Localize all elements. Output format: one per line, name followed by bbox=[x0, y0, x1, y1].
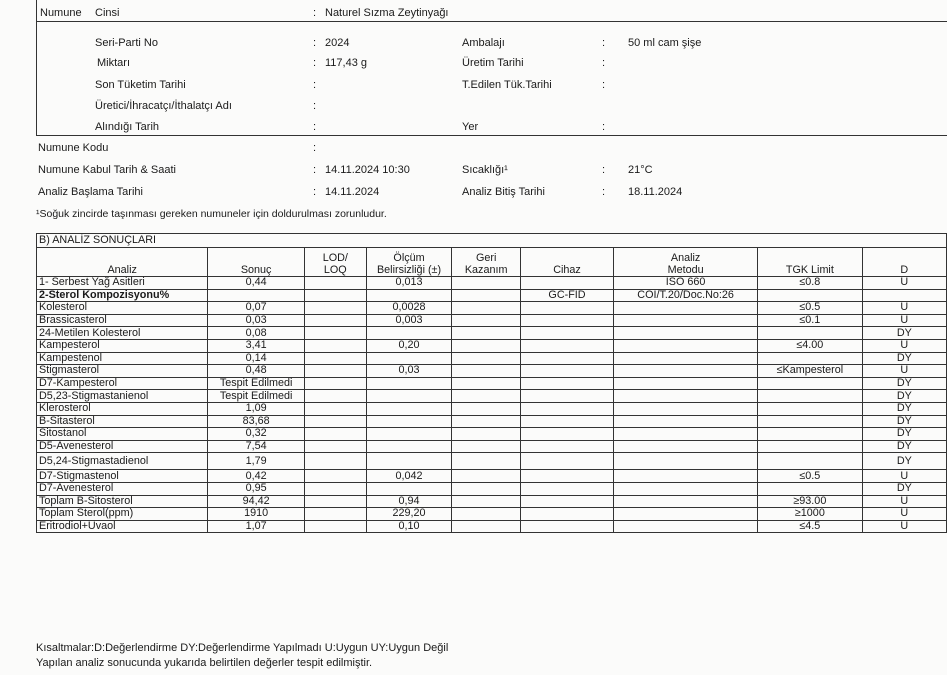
cell-cihaz bbox=[520, 277, 613, 290]
cell-metod bbox=[614, 339, 758, 352]
header-sonuc: Sonuç bbox=[208, 248, 305, 277]
cell-olcum bbox=[366, 352, 452, 365]
table-row bbox=[37, 415, 947, 428]
cell-metod bbox=[614, 482, 758, 495]
cell-metod bbox=[614, 470, 758, 483]
cell-olcum bbox=[366, 377, 452, 390]
table-row bbox=[37, 390, 947, 403]
cell-lod bbox=[304, 428, 366, 441]
cell-tgk: ≥1000 bbox=[758, 508, 863, 521]
cell-metod bbox=[614, 352, 758, 365]
cell-sonuc: 0,95 bbox=[208, 482, 305, 495]
header-lod-2: LOQ bbox=[323, 264, 347, 276]
cell-lod bbox=[304, 390, 366, 403]
numune-label: Numune bbox=[40, 7, 82, 19]
cell-metod bbox=[614, 302, 758, 315]
cell-olcum: 0,003 bbox=[366, 314, 452, 327]
cell-tgk: ≤Kampesterol bbox=[758, 365, 863, 378]
cell-d: DY bbox=[862, 415, 946, 428]
cell-geri bbox=[452, 520, 520, 533]
cell-analiz: D5,23-Stigmastanienol bbox=[37, 390, 208, 403]
cell-sonuc: 0,14 bbox=[208, 352, 305, 365]
cinsi-value: Naturel Sızma Zeytinyağı bbox=[325, 7, 449, 19]
colon: : bbox=[313, 7, 317, 19]
header-lod bbox=[304, 248, 366, 277]
cell-d: U bbox=[862, 302, 946, 315]
table-row bbox=[37, 277, 947, 290]
cell-metod bbox=[614, 390, 758, 403]
colon: : bbox=[602, 57, 606, 69]
cell-geri bbox=[452, 402, 520, 415]
sample-divider bbox=[36, 21, 947, 22]
bitis-value: 18.11.2024 bbox=[628, 186, 683, 198]
cell-olcum: 0,0028 bbox=[366, 302, 452, 315]
cell-geri bbox=[452, 339, 520, 352]
cell-lod bbox=[304, 453, 366, 470]
cell-lod bbox=[304, 352, 366, 365]
cell-d: DY bbox=[862, 402, 946, 415]
table-row bbox=[37, 495, 947, 508]
cell-lod bbox=[304, 470, 366, 483]
cell-metod bbox=[614, 377, 758, 390]
seri-label: Seri-Parti No bbox=[95, 37, 158, 49]
colon: : bbox=[313, 121, 317, 133]
cell-tgk: ≤4.00 bbox=[758, 339, 863, 352]
cell-sonuc: Tespit Edilmedi bbox=[208, 377, 305, 390]
baslama-value: 14.11.2024 bbox=[325, 186, 380, 198]
cell-sonuc: 83,68 bbox=[208, 415, 305, 428]
header-metod-2: Metodu bbox=[667, 264, 704, 276]
cell-cihaz bbox=[520, 428, 613, 441]
cell-olcum: 0,03 bbox=[366, 365, 452, 378]
header-olcum-1: Ölçüm bbox=[393, 252, 425, 264]
cell-d: DY bbox=[862, 327, 946, 340]
cell-olcum bbox=[366, 453, 452, 470]
cell-analiz: Kampesterol bbox=[37, 339, 208, 352]
numune-kodu-label: Numune Kodu bbox=[38, 142, 109, 154]
bitis-label: Analiz Bitiş Tarihi bbox=[462, 186, 545, 198]
cell-d: U bbox=[862, 365, 946, 378]
cell-metod bbox=[614, 495, 758, 508]
cell-geri bbox=[452, 277, 520, 290]
cell-tgk: ≤0.1 bbox=[758, 314, 863, 327]
cell-d: DY bbox=[862, 453, 946, 470]
table-header-row bbox=[37, 248, 947, 277]
table-row bbox=[37, 470, 947, 483]
cell-tgk bbox=[758, 402, 863, 415]
header-tgk: TGK Limit bbox=[758, 248, 863, 277]
cell-metod bbox=[614, 520, 758, 533]
cell-analiz: Eritrodiol+Uvaol bbox=[37, 520, 208, 533]
cell-analiz: D7-Avenesterol bbox=[37, 482, 208, 495]
cell-olcum bbox=[366, 390, 452, 403]
cell-analiz: 1- Serbest Yağ Asitleri bbox=[37, 277, 208, 290]
cell-geri bbox=[452, 327, 520, 340]
cell-metod bbox=[614, 453, 758, 470]
table-row bbox=[37, 428, 947, 441]
cell-lod bbox=[304, 277, 366, 290]
cell-olcum: 0,013 bbox=[366, 277, 452, 290]
cell-sonuc: 0,48 bbox=[208, 365, 305, 378]
cell-sonuc: 3,41 bbox=[208, 339, 305, 352]
cell-geri bbox=[452, 440, 520, 453]
cell-lod bbox=[304, 377, 366, 390]
cell-lod bbox=[304, 415, 366, 428]
cell-analiz: Brassicasterol bbox=[37, 314, 208, 327]
table-row bbox=[37, 339, 947, 352]
cell-geri bbox=[452, 289, 520, 302]
yer-label: Yer bbox=[462, 121, 479, 133]
cell-tgk: ≥93.00 bbox=[758, 495, 863, 508]
cell-cihaz bbox=[520, 327, 613, 340]
header-geri-1: Geri bbox=[475, 252, 497, 264]
cell-cihaz bbox=[520, 302, 613, 315]
cell-olcum: 0,10 bbox=[366, 520, 452, 533]
cell-sonuc: 1,07 bbox=[208, 520, 305, 533]
miktar-value: 117,43 g bbox=[325, 57, 368, 69]
cell-olcum bbox=[366, 402, 452, 415]
colon: : bbox=[313, 164, 317, 176]
cell-metod bbox=[614, 428, 758, 441]
cell-sonuc: 0,32 bbox=[208, 428, 305, 441]
cell-cihaz bbox=[520, 482, 613, 495]
header-geri-2: Kazanım bbox=[464, 264, 508, 276]
header-geri bbox=[452, 248, 520, 277]
table-row bbox=[37, 453, 947, 470]
colon: : bbox=[602, 121, 606, 133]
seri-value: 2024 bbox=[325, 37, 350, 49]
ambalaj-label: Ambalajı bbox=[462, 37, 505, 49]
cell-cihaz bbox=[520, 390, 613, 403]
cell-sonuc: 0,08 bbox=[208, 327, 305, 340]
cell-geri bbox=[452, 365, 520, 378]
cell-olcum: 0,94 bbox=[366, 495, 452, 508]
tedilen-label: T.Edilen Tük.Tarihi bbox=[462, 79, 552, 91]
header-analiz: Analiz bbox=[37, 248, 208, 277]
cell-analiz: D5-Avenesterol bbox=[37, 440, 208, 453]
cell-sonuc: 1,09 bbox=[208, 402, 305, 415]
cell-analiz: Kampestenol bbox=[37, 352, 208, 365]
cell-d: U bbox=[862, 314, 946, 327]
cell-lod bbox=[304, 520, 366, 533]
cell-tgk bbox=[758, 453, 863, 470]
cell-geri bbox=[452, 453, 520, 470]
cell-tgk bbox=[758, 289, 863, 302]
cell-cihaz bbox=[520, 352, 613, 365]
colon: : bbox=[313, 79, 317, 91]
table-row bbox=[37, 520, 947, 533]
cell-olcum bbox=[366, 289, 452, 302]
cell-sonuc: 7,54 bbox=[208, 440, 305, 453]
abbreviations: Kısaltmalar:D:Değerlendirme DY:Değerlendirme Yapılmadı U:Uygun UY:Uygun Değil bbox=[36, 642, 449, 654]
cell-tgk: ≤0.8 bbox=[758, 277, 863, 290]
cell-analiz: Kolesterol bbox=[37, 302, 208, 315]
cell-cihaz bbox=[520, 314, 613, 327]
header-metod bbox=[614, 248, 758, 277]
cell-analiz: Toplam B-Sitosterol bbox=[37, 495, 208, 508]
cell-tgk: ≤0.5 bbox=[758, 302, 863, 315]
cell-geri bbox=[452, 470, 520, 483]
cell-metod bbox=[614, 365, 758, 378]
table-row bbox=[37, 289, 947, 302]
cell-d: U bbox=[862, 495, 946, 508]
cell-cihaz bbox=[520, 440, 613, 453]
cell-tgk: ≤0.5 bbox=[758, 470, 863, 483]
header-olcum-2: Belirsizliği (±) bbox=[376, 264, 442, 276]
cell-geri bbox=[452, 495, 520, 508]
cell-tgk bbox=[758, 415, 863, 428]
cell-analiz: Stigmasterol bbox=[37, 365, 208, 378]
cell-lod bbox=[304, 365, 366, 378]
cell-tgk bbox=[758, 440, 863, 453]
cell-analiz: D7-Kampesterol bbox=[37, 377, 208, 390]
cell-geri bbox=[452, 377, 520, 390]
cell-metod bbox=[614, 415, 758, 428]
cinsi-label: Cinsi bbox=[95, 7, 120, 19]
cell-analiz: Toplam Sterol(ppm) bbox=[37, 508, 208, 521]
cell-sonuc: 1910 bbox=[208, 508, 305, 521]
cell-d: DY bbox=[862, 390, 946, 403]
miktar-label: Miktarı bbox=[97, 57, 130, 69]
cell-sonuc: Tespit Edilmedi bbox=[208, 390, 305, 403]
cell-tgk: ≤4.5 bbox=[758, 520, 863, 533]
header-olcum bbox=[366, 248, 452, 277]
colon: : bbox=[602, 37, 606, 49]
cell-sonuc: 94,42 bbox=[208, 495, 305, 508]
cell-geri bbox=[452, 314, 520, 327]
header-cihaz: Cihaz bbox=[520, 248, 613, 277]
cell-lod bbox=[304, 440, 366, 453]
results-table bbox=[36, 233, 947, 533]
cell-metod bbox=[614, 314, 758, 327]
table-row bbox=[37, 327, 947, 340]
kabul-label: Numune Kabul Tarih & Saati bbox=[38, 164, 176, 176]
sicaklik-value: 21°C bbox=[628, 164, 653, 176]
table-row bbox=[37, 302, 947, 315]
cell-lod bbox=[304, 508, 366, 521]
table-row bbox=[37, 402, 947, 415]
header-lod-1: LOD/ bbox=[322, 252, 348, 264]
colon: : bbox=[313, 186, 317, 198]
cell-lod bbox=[304, 302, 366, 315]
colon: : bbox=[313, 37, 317, 49]
cell-metod bbox=[614, 508, 758, 521]
table-row bbox=[37, 377, 947, 390]
table-row bbox=[37, 365, 947, 378]
cell-d bbox=[862, 289, 946, 302]
sicaklik-label: Sıcaklığı¹ bbox=[462, 164, 508, 176]
cell-olcum bbox=[366, 440, 452, 453]
cell-geri bbox=[452, 302, 520, 315]
colon: : bbox=[313, 142, 317, 154]
table-row bbox=[37, 508, 947, 521]
cell-geri bbox=[452, 482, 520, 495]
cell-geri bbox=[452, 428, 520, 441]
kabul-value: 14.11.2024 10:30 bbox=[325, 164, 410, 176]
cell-d: U bbox=[862, 470, 946, 483]
baslama-label: Analiz Başlama Tarihi bbox=[38, 186, 143, 198]
cell-olcum: 229,20 bbox=[366, 508, 452, 521]
cell-geri bbox=[452, 415, 520, 428]
cell-lod bbox=[304, 314, 366, 327]
cell-d: DY bbox=[862, 482, 946, 495]
cell-lod bbox=[304, 339, 366, 352]
cell-olcum bbox=[366, 428, 452, 441]
cell-sonuc: 0,07 bbox=[208, 302, 305, 315]
cell-d: U bbox=[862, 508, 946, 521]
cell-lod bbox=[304, 482, 366, 495]
cell-tgk bbox=[758, 377, 863, 390]
cell-lod bbox=[304, 327, 366, 340]
cell-metod bbox=[614, 402, 758, 415]
ambalaj-value: 50 ml cam şişe bbox=[628, 37, 702, 49]
footnote: ¹Soğuk zincirde taşınması gereken numuneler için doldurulması zorunludur. bbox=[36, 208, 387, 220]
cell-olcum: 0,20 bbox=[366, 339, 452, 352]
cell-cihaz bbox=[520, 453, 613, 470]
cell-analiz: D7-Stigmastenol bbox=[37, 470, 208, 483]
alindigi-label: Alındığı Tarih bbox=[95, 121, 160, 133]
cell-analiz: 24-Metilen Kolesterol bbox=[37, 327, 208, 340]
cell-cihaz bbox=[520, 339, 613, 352]
cell-d: DY bbox=[862, 440, 946, 453]
cell-sonuc: 0,44 bbox=[208, 277, 305, 290]
cell-cihaz bbox=[520, 520, 613, 533]
cell-cihaz bbox=[520, 495, 613, 508]
cell-geri bbox=[452, 508, 520, 521]
cell-cihaz: GC-FID bbox=[520, 289, 613, 302]
cell-d: U bbox=[862, 520, 946, 533]
cell-tgk bbox=[758, 390, 863, 403]
cell-olcum bbox=[366, 482, 452, 495]
note: Yapılan analiz sonucunda yukarıda belirtilen değerler tespit edilmiştir. bbox=[36, 657, 373, 669]
cell-tgk bbox=[758, 428, 863, 441]
cell-d: U bbox=[862, 277, 946, 290]
cell-analiz: Klerosterol bbox=[37, 402, 208, 415]
cell-cihaz bbox=[520, 402, 613, 415]
uretici-label: Üretici/İhracatçı/İthalatçı Adı bbox=[95, 100, 232, 112]
cell-geri bbox=[452, 390, 520, 403]
cell-tgk bbox=[758, 327, 863, 340]
son-tuketim-label: Son Tüketim Tarihi bbox=[95, 79, 186, 91]
cell-cihaz bbox=[520, 415, 613, 428]
cell-analiz: D5,24-Stigmastadienol bbox=[37, 453, 208, 470]
cell-d: U bbox=[862, 339, 946, 352]
cell-geri bbox=[452, 352, 520, 365]
section-title: B) ANALİZ SONUÇLARI bbox=[37, 234, 947, 248]
cell-olcum bbox=[366, 327, 452, 340]
colon: : bbox=[602, 79, 606, 91]
table-row bbox=[37, 482, 947, 495]
cell-lod bbox=[304, 495, 366, 508]
cell-cihaz bbox=[520, 365, 613, 378]
cell-analiz: Sitostanol bbox=[37, 428, 208, 441]
cell-sonuc bbox=[208, 289, 305, 302]
cell-metod bbox=[614, 327, 758, 340]
cell-olcum bbox=[366, 415, 452, 428]
cell-metod bbox=[614, 440, 758, 453]
table-row bbox=[37, 314, 947, 327]
cell-metod: COI/T.20/Doc.No:26 bbox=[614, 289, 758, 302]
header-d: D bbox=[862, 248, 946, 277]
table-row bbox=[37, 440, 947, 453]
colon: : bbox=[313, 57, 317, 69]
cell-olcum: 0,042 bbox=[366, 470, 452, 483]
cell-metod: ISO 660 bbox=[614, 277, 758, 290]
cell-sonuc: 0,03 bbox=[208, 314, 305, 327]
cell-analiz: B-Sitasterol bbox=[37, 415, 208, 428]
cell-cihaz bbox=[520, 508, 613, 521]
cell-lod bbox=[304, 402, 366, 415]
colon: : bbox=[602, 164, 606, 176]
table-row bbox=[37, 352, 947, 365]
cell-d: DY bbox=[862, 428, 946, 441]
cell-cihaz bbox=[520, 470, 613, 483]
colon: : bbox=[602, 186, 606, 198]
cell-sonuc: 0,42 bbox=[208, 470, 305, 483]
cell-cihaz bbox=[520, 377, 613, 390]
cell-tgk bbox=[758, 352, 863, 365]
colon: : bbox=[313, 100, 317, 112]
cell-analiz: 2-Sterol Kompozisyonu% bbox=[37, 289, 208, 302]
header-metod-1: Analiz bbox=[670, 252, 701, 264]
cell-sonuc: 1,79 bbox=[208, 453, 305, 470]
cell-lod bbox=[304, 289, 366, 302]
cell-tgk bbox=[758, 482, 863, 495]
uretim-label: Üretim Tarihi bbox=[462, 57, 524, 69]
cell-d: DY bbox=[862, 377, 946, 390]
cell-d: DY bbox=[862, 352, 946, 365]
